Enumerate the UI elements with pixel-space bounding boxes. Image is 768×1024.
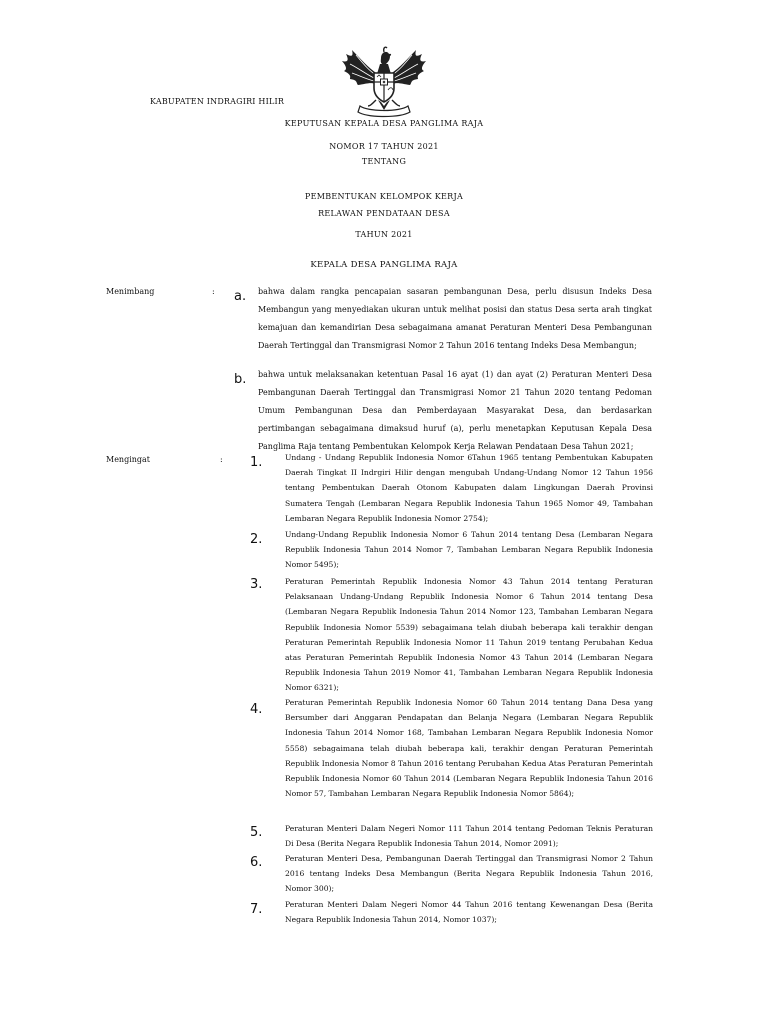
- menimbang-marker-a: a.: [234, 289, 247, 304]
- mengingat-item-7: Peraturan Menteri Dalam Negeri Nomor 44 Tahun 2016 tentang Kewenangan Desa (Berita Negara Republik Indonesia Tahun 2014, Nomor 1037);: [285, 900, 653, 925]
- decree-issuer: KEPALA DESA PANGLIMA RAJA: [310, 260, 458, 270]
- mengingat-item-5: Peraturan Menteri Dalam Negeri Nomor 111 Tahun 2014 tentang Pedoman Teknis Peraturan Di Desa (Berita Negara Republik Indonesia Tahun 2014, Nomor 2091);: [285, 824, 653, 849]
- mengingat-marker-6: 6.: [250, 855, 263, 870]
- mengingat-item-4: Peraturan Pemerintah Republik Indonesia Nomor 60 Tahun 2014 tentang Dana Desa yang Bersumber dari Anggaran Pendapatan dan Belanja Negara (Lembaran Negara Republik Indonesia Tahun 2014 Nomor 168, Tambahan Lembaran Negara Republik Indonesia Nomor 5558) sebagaimana telah diubah beberapa kali, terakhir dengan Peraturan Pemerintah Republik Indonesia Nomor 8 Tahun 2016 tentang Perubahan Kedua Atas Peraturan Pemerintah Republik Indonesia Nomor 60 Tahun 2014 (Lembaran Negara Republik Indonesia Tahun 2016 Nomor 57, Tambahan Lembaran Negara Republik Indonesia Nomor 5864);: [285, 698, 653, 799]
- decree-subject-line-2: RELAWAN PENDATAAN DESA: [318, 209, 450, 218]
- mengingat-marker-4: 4.: [250, 702, 263, 717]
- decree-about: TENTANG: [361, 157, 407, 166]
- mengingat-marker-1: 1.: [250, 455, 263, 470]
- mengingat-item-6: Peraturan Menteri Desa, Pembangunan Daerah Tertinggal dan Transmigrasi Nomor 2 Tahun 2016 tentang Indeks Desa Membangun (Berita Negara Republik Indonesia Tahun 2016, Nomor 300);: [285, 854, 653, 894]
- decree-title: KEPUTUSAN KEPALA DESA PANGLIMA RAJA: [284, 119, 484, 128]
- mengingat-marker-3: 3.: [250, 577, 263, 592]
- decree-subject-line-1: PEMBENTUKAN KELOMPOK KERJA: [304, 192, 464, 201]
- mengingat-marker-2: 2.: [250, 532, 263, 547]
- garuda-emblem-icon: [338, 44, 430, 120]
- menimbang-marker-b: b.: [234, 372, 247, 387]
- menimbang-item-a: bahwa dalam rangka pencapaian sasaran pembangunan Desa, perlu disusun Indeks Desa Membangun yang menyediakan ukuran untuk melihat posisi dan status Desa serta arah tingkat kemajuan dan kemandirian Desa sebagaimana amanat Peraturan Menteri Desa Pembangunan Daerah Tertinggal dan Transmigrasi Nomor 2 Tahun 2016 tentang Indeks Desa Membangun;: [258, 287, 652, 350]
- mengingat-item-3: Peraturan Pemerintah Republik Indonesia Nomor 43 Tahun 2014 tentang Peraturan Pelaksanaan Undang-Undang Republik Indonesia Nomor 6 Tahun 2014 tentang Desa (Lembaran Negara Republik Indonesia Tahun 2014 Nomor 123, Tambahan Lembaran Negara Republik Indonesia Nomor 5539) sebagaimana telah diubah beberapa kali terakhir dengan Peraturan Pemerintah Republik Indonesia Nomor 11 Tahun 2019 tentang Perubahan Kedua atas Peraturan Pemerintah Republik Indonesia Nomor 43 Tahun 2014 (Lembaran Negara Republik Indonesia Tahun 2019 Nomor 41, Tambahan Lembaran Negara Republik Indonesia Nomor 6321);: [285, 577, 653, 693]
- regency-name: KABUPATEN INDRAGIRI HILIR: [150, 97, 285, 106]
- decree-subject-year: TAHUN 2021: [355, 230, 413, 239]
- mengingat-item-1: Undang - Undang Republik Indonesia Nomor 6Tahun 1965 tentang Pembentukan Kabupaten Daerah Tingkat II Indrgiri Hilir dengan mengubah Undang-Undang Nomor 12 Tahun 1956 tentang Pembentukan Daerah Otonom Kabupaten dalam Lingkungan Daerah Provinsi Sumatera Tengah (Lembaran Negara Republik Indonesia Tahun 1965 Nomor 49, Tambahan Lembaran Negara Republik Indonesia Nomor 2754);: [285, 453, 653, 523]
- mengingat-item-2: Undang-Undang Republik Indonesia Nomor 6 Tahun 2014 tentang Desa (Lembaran Negara Republik Indonesia Tahun 2014 Nomor 7, Tambahan Lembaran Negara Republik Indonesia Nomor 5495);: [285, 530, 653, 570]
- menimbang-colon: :: [212, 287, 215, 296]
- mengingat-marker-7: 7.: [250, 902, 263, 917]
- decree-number: NOMOR 17 TAHUN 2021: [329, 142, 439, 151]
- menimbang-item-b: bahwa untuk melaksanakan ketentuan Pasal 16 ayat (1) dan ayat (2) Peraturan Menteri Desa Pembangunan Daerah Tertinggal dan Transmigrasi Nomor 21 Tahun 2020 tentang Pedoman Umum Pembangunan Desa dan Pemberdayaan Masyarakat Desa, dan berdasarkan pertimbangan sebagaimana dimaksud huruf (a), perlu menetapkan Keputusan Kepala Desa Panglima Raja tentang Pembentukan Kelompok Kerja Relawan Pendataan Desa Tahun 2021;: [258, 370, 652, 451]
- mengingat-label: Mengingat: [106, 455, 151, 464]
- mengingat-colon: :: [220, 455, 223, 464]
- mengingat-marker-5: 5.: [250, 825, 263, 840]
- menimbang-label: Menimbang: [106, 287, 155, 296]
